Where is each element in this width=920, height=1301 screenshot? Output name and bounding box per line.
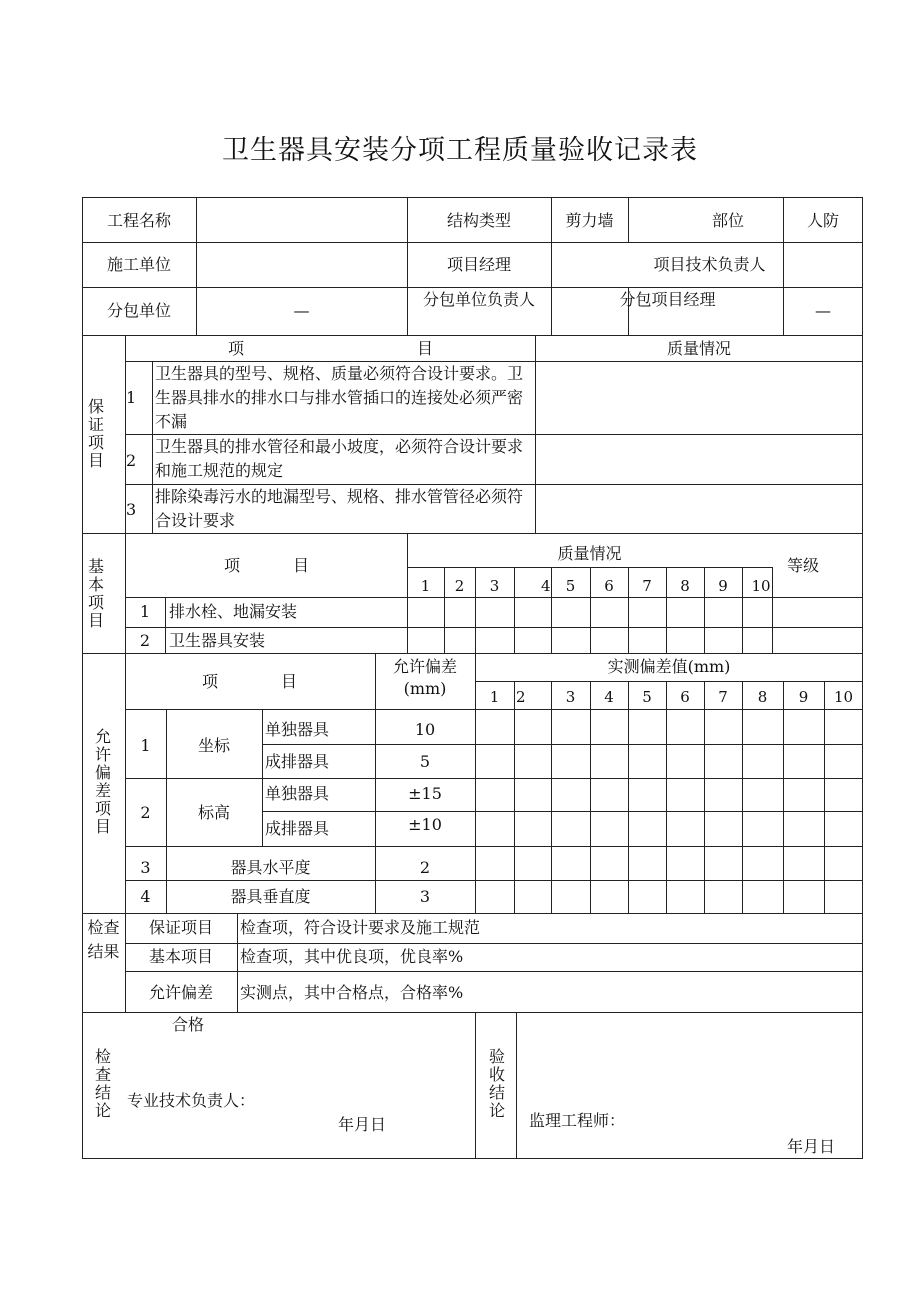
basic-quality-col: 8 [680,577,690,595]
deviation-row-name: 标高 [197,803,230,822]
location-label: 部位 [711,211,744,230]
deviation-row-name: 器具垂直度 [230,887,311,906]
measured-col: 9 [798,688,809,706]
deviation-row-single-value: ±15 [408,784,442,803]
measured-col: 3 [565,688,576,706]
deviation-row-value: 3 [419,887,431,906]
basic-section-label: 基本项目 [87,557,104,630]
basic-quality-col: 10 [751,577,771,595]
basic-col-item-b: 目 [293,556,310,575]
construction-unit-label: 施工单位 [106,255,171,274]
structure-type-value: 剪力墙 [565,211,614,230]
basic-quality-col: 1 [420,577,431,595]
sub-manager-value: — [815,301,831,320]
measured-col: 1 [489,688,500,706]
subcontractor-value: — [293,301,310,320]
deviation-row-single-value: 10 [414,720,436,739]
basic-quality-col: 3 [489,577,500,595]
deviation-row-no: 3 [140,858,151,877]
deviation-col-allow: 允许偏差 [392,657,457,676]
location-value: 人防 [806,211,839,230]
check-conclusion-result: 合格 [172,1015,205,1034]
measured-col: 6 [680,688,690,706]
deviation-col-item-a: 项 [202,672,219,691]
check-conclusion-label: 检查结论 [94,1047,111,1120]
guarantee-row-text: 排除染毒污水的地漏型号、规格、排水管管径必须符合设计要求 [155,487,524,530]
sub-leader-label: 分包单位负责人 [422,290,535,309]
measured-col: 7 [718,688,728,706]
acceptance-date: 年月日 [787,1137,836,1156]
check-section-label: 结果 [87,942,120,961]
tech-leader-label: 项目技术负责人 [653,255,766,274]
measured-col: 2 [516,688,526,706]
guarantee-section-label: 保证项目 [87,397,104,470]
deviation-row-no: 4 [140,887,151,906]
check-deviation-label: 允许偏差 [148,983,213,1002]
check-section-label: 检查 [87,918,120,937]
measured-col: 8 [757,688,768,706]
measured-col: 10 [833,688,854,706]
measured-col: 5 [642,688,652,706]
guarantee-row-no: 1 [126,388,137,407]
deviation-row-no: 1 [140,736,151,755]
sub-manager-label: 分包项目经理 [619,290,716,309]
basic-quality-col: 5 [565,577,576,595]
deviation-row-no: 2 [140,803,151,822]
check-basic-label: 基本项目 [148,947,213,966]
deviation-row-group-value: 5 [419,752,431,771]
deviation-row-single: 单独器具 [265,720,330,739]
measured-col: 4 [604,688,614,706]
acceptance-conclusion-label: 验收结论 [488,1047,505,1120]
basic-col-grade: 等级 [786,556,819,575]
deviation-row-group: 成排器具 [265,752,330,771]
subcontractor-label: 分包单位 [106,301,171,320]
guarantee-col-item-b: 目 [417,339,434,358]
guarantee-row-no: 3 [126,500,137,519]
deviation-row-group-value: ±10 [408,815,442,834]
page-title: 卫生器具安装分项工程质量验收记录表 [222,135,698,166]
basic-row-no: 2 [139,631,151,650]
deviation-row-name: 坐标 [197,736,230,755]
project-manager-label: 项目经理 [446,255,511,274]
check-date: 年月日 [338,1115,387,1134]
check-guarantee-label: 保证项目 [148,918,213,937]
basic-quality-col: 7 [642,577,652,595]
supervisor-label: 监理工程师： [529,1111,626,1130]
deviation-col-measured: 实测偏差值(mm) [607,657,731,676]
basic-col-item-a: 项 [224,556,241,575]
deviation-row-group: 成排器具 [265,819,330,838]
guarantee-row-text: 卫生器具的排水管径和最小坡度，必须符合设计要求和施工规范的规定 [155,437,524,480]
tech-signer-label: 专业技术负责人： [127,1091,256,1110]
basic-quality-col: 6 [604,577,614,595]
guarantee-col-item-a: 项 [228,339,245,358]
basic-quality-col: 9 [718,577,728,595]
deviation-col-item-b: 目 [281,672,298,691]
deviation-col-allow-unit: (mm) [403,679,447,698]
basic-quality-col: 2 [454,577,465,595]
guarantee-col-quality: 质量情况 [666,339,731,358]
check-basic-text: 检查项，其中优良项，优良率% [240,947,464,966]
deviation-section-label: 允许偏差项目 [94,727,111,836]
basic-quality-col: 4 [541,577,551,595]
basic-col-quality: 质量情况 [557,544,622,563]
project-name-label: 工程名称 [106,211,171,230]
deviation-row-value: 2 [419,858,431,877]
check-deviation-text: 实测点，其中合格点，合格率% [240,983,464,1002]
basic-row-text: 排水栓、地漏安装 [169,602,298,621]
guarantee-row-text: 卫生器具的型号、规格、质量必须符合设计要求。卫生器具排水的排水口与排水管插口的连接处必须严密不漏 [155,364,524,431]
check-guarantee-text: 检查项，符合设计要求及施工规范 [240,918,481,937]
deviation-row-single: 单独器具 [265,784,330,803]
deviation-row-name: 器具水平度 [230,858,311,877]
structure-type-label: 结构类型 [446,211,511,230]
basic-row-no: 1 [139,602,151,621]
guarantee-row-no: 2 [126,451,137,470]
basic-row-text: 卫生器具安装 [169,631,266,650]
